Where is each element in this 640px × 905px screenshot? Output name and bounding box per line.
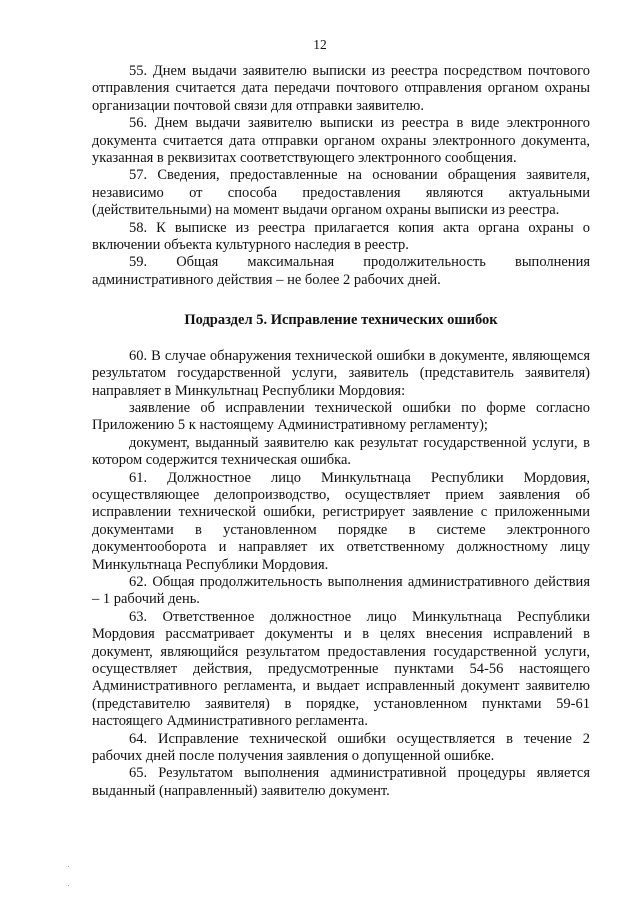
paragraph-57: 57. Сведения, предоставленные на основании обращения заявителя, независимо от способа предоставления являются актуальными (действительными) на момент выдачи органом охраны выписки из реестра.: [92, 167, 590, 219]
paragraph-63: 63. Ответственное должностное лицо Минкультнаца Республики Мордовия рассматривает документы и в целях внесения исправлений в документ, являющийся результатом предоставления государственной услуги, осуществляет действия, предусмотренные пунктами 54-56 настоящего Административного регламента, и выдает исправленный документ заявителю (представителю заявителя) в порядке, установленном пунктами 59-61 настоящего Административного регламента.: [92, 608, 590, 730]
section-heading: Подраздел 5. Исправление технических ошибок: [184, 312, 498, 329]
list-item-application: заявление об исправлении технической ошибки по форме согласно Приложению 5 к настоящему Административному регламенту);: [92, 399, 590, 434]
paragraph-59: 59. Общая максимальная продолжительность выполнения административного действия – не более 2 рабочих дней.: [92, 254, 590, 288]
paragraph-62: 62. Общая продолжительность выполнения административного действия – 1 рабочий день.: [92, 573, 590, 608]
scan-speck: [68, 866, 69, 867]
page-number: 12: [313, 37, 327, 52]
paragraph-64: 64. Исправление технической ошибки осуществляется в течение 2 рабочих дней после получения заявления о допущенной ошибке.: [92, 730, 590, 765]
paragraph-60: 60. В случае обнаружения технической ошибки в документе, являющемся результатом государственной услуги, заявитель (представитель заявителя) направляет в Минкультнац Республики Мордовия:: [92, 347, 590, 399]
paragraph-55: 55. Днем выдачи заявителю выписки из реестра посредством почтового отправления считается дата передачи почтового отправления органом охраны организации почтовой связи для отправки заявителю.: [92, 63, 590, 114]
paragraph-56: 56. Днем выдачи заявителю выписки из реестра в виде электронного документа считается дата отправки органом охраны электронного документа, указанная в реквизитах соответствующего электронного сообщения.: [92, 115, 590, 167]
paragraph-58: 58. К выписке из реестра прилагается копия акта органа охраны о включении объекта культурного наследия в реестр.: [92, 219, 590, 254]
scan-speck: [68, 885, 69, 886]
paragraph-61: 61. Должностное лицо Минкультнаца Республики Мордовия, осуществляющее делопроизводство, осуществляет прием заявления об исправлении технической ошибки, регистрирует заявление с приложенными документами в установленном порядке в системе электронного документооборота и направляет их ответственному должностному лицу Минкультнаца Республики Мордовия.: [92, 469, 590, 573]
document-body: [92, 63, 590, 800]
list-item-document: документ, выданный заявителю как результат государственной услуги, в котором содержится техническая ошибка.: [92, 434, 590, 469]
paragraph-65: 65. Результатом выполнения административной процедуры является выданный (направленный) заявителю документ.: [92, 765, 590, 799]
